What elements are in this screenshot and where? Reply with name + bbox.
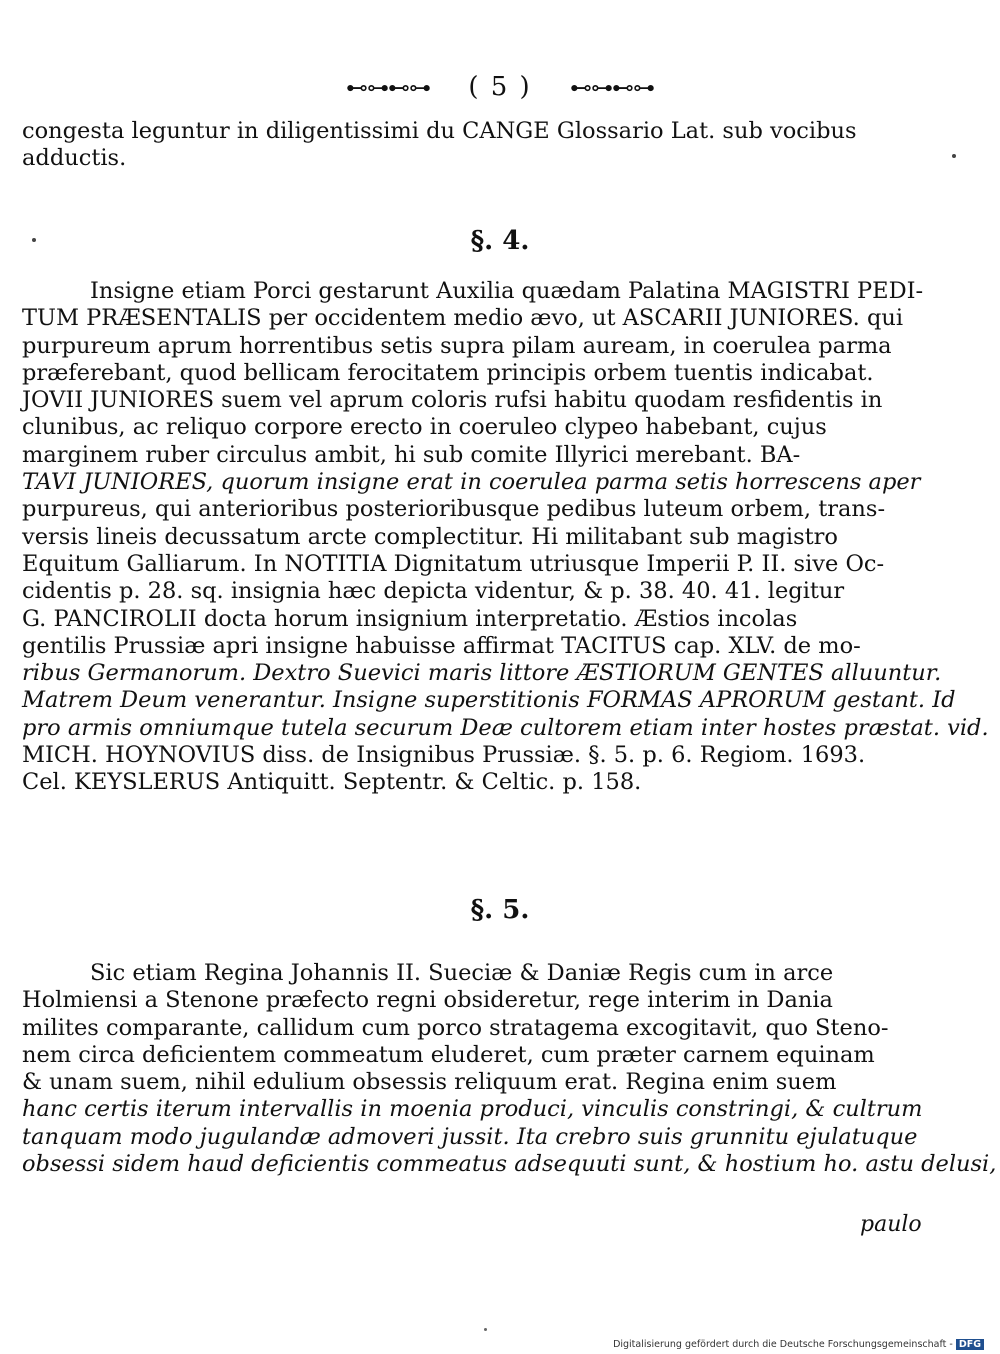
text-line: nem circa deficientem commeatum eluderet, cum præter carnem equinam — [22, 1041, 875, 1068]
dfg-logo: DFG — [956, 1339, 984, 1350]
text-line: cidentis p. 28. sq. insignia hæc depicta videntur, & p. 38. 40. 41. legitur — [22, 578, 845, 605]
text-line: adductis. — [22, 145, 127, 172]
speck — [952, 154, 956, 158]
paragraph-continuation — [22, 118, 922, 173]
text-line: purpureus, qui anterioribus posterioribusque pedibus luteum orbem, trans- — [22, 496, 886, 523]
text-line: gentilis Prussiæ apri insigne habuisse affirmat TACITUS cap. XLV. de mo- — [22, 632, 861, 659]
text-line: Holmiensi a Stenone præfecto regni obsideretur, rege interim in Dania — [22, 987, 833, 1014]
text-line: Cel. KEYSLERUS Antiquitt. Septentr. & Celtic. p. 158. — [22, 769, 642, 796]
section-heading-5: §. 5. — [470, 895, 530, 925]
header-ornament-left: ⊷⊶⊷⊶ — [346, 76, 431, 101]
text-line: TAVI JUNIORES, quorum insigne erat in coerulea parma setis horrescens aper — [22, 469, 921, 496]
text-line: congesta leguntur in diligentissimi du CANGE Glossario Lat. sub vocibus — [22, 118, 857, 144]
text-line: purpureum aprum horrentibus setis supra pilam auream, in coerulea parma — [22, 332, 892, 359]
text-line: obsessi sidem haud deficientis commeatus adsequuti sunt, & hostium ho. astu delusi, — [22, 1151, 997, 1178]
footer-text: Digitalisierung gefördert durch die Deutsche Forschungsgemeinschaft - — [613, 1339, 953, 1350]
text-line: ribus Germanorum. Dextro Suevici maris littore ÆSTIORUM GENTES alluuntur. — [22, 660, 942, 687]
catchword: paulo — [860, 1212, 922, 1237]
text-line: JOVII JUNIORES suem vel aprum coloris rufsi habitu quodam resfidentis in — [22, 387, 883, 414]
header-ornament-right: ⊷⊶⊷⊶ — [569, 76, 654, 101]
section-heading-4: §. 4. — [470, 226, 530, 256]
digitization-footer — [613, 1339, 984, 1350]
paragraph-section-4 — [22, 278, 989, 797]
text-line: TUM PRÆSENTALIS per occidentem medio ævo, ut ASCARII JUNIORES. qui — [22, 305, 904, 332]
text-line: versis lineis decussatum arcte complectitur. Hi militabant sub magistro — [22, 523, 838, 550]
text-line: G. PANCIROLII docta horum insignium interpretatio. Æstios incolas — [22, 605, 798, 632]
text-line: marginem ruber circulus ambit, hi sub comite Illyrici merebant. BA- — [22, 441, 801, 468]
running-header — [0, 72, 1000, 102]
text-line: præferebant, quod bellicam ferocitatem principis orbem tuentis indicabat. — [22, 359, 874, 386]
paragraph-section-5 — [22, 960, 997, 1178]
text-line: Matrem Deum venerantur. Insigne superstitionis FORMAS APRORUM gestant. Id — [22, 687, 956, 714]
text-line: MICH. HOYNOVIUS diss. de Insignibus Prussiæ. §. 5. p. 6. Regiom. 1693. — [22, 742, 866, 769]
text-line: pro armis omniumque tutela securum Deæ cultorem etiam inter hostes præstat. vid. — [22, 714, 989, 741]
text-line: milites comparante, callidum cum porco stratagema excogitavit, quo Steno- — [22, 1014, 889, 1041]
text-line: Equitum Galliarum. In NOTITIA Dignitatum utriusque Imperii P. II. sive Oc- — [22, 550, 885, 577]
text-line: hanc certis iterum intervallis in moenia produci, vinculis constringi, & cultrum — [22, 1096, 923, 1123]
text-line: tanquam modo jugulandæ admoveri jussit. Ita crebro suis grunnitu ejulatuque — [22, 1123, 918, 1150]
speck — [484, 1328, 487, 1331]
text-line: clunibus, ac reliquo corpore erecto in coeruleo clypeo habebant, cujus — [22, 414, 827, 441]
text-line: & unam suem, nihil edulium obsessis reliquum erat. Regina enim suem — [22, 1069, 837, 1096]
text-line: Sic etiam Regina Johannis II. Sueciæ & Daniæ Regis cum in arce — [90, 960, 834, 986]
page-number: ( 5 ) — [468, 72, 532, 102]
text-line: Insigne etiam Porci gestarunt Auxilia quædam Palatina MAGISTRI PEDI- — [90, 278, 924, 304]
